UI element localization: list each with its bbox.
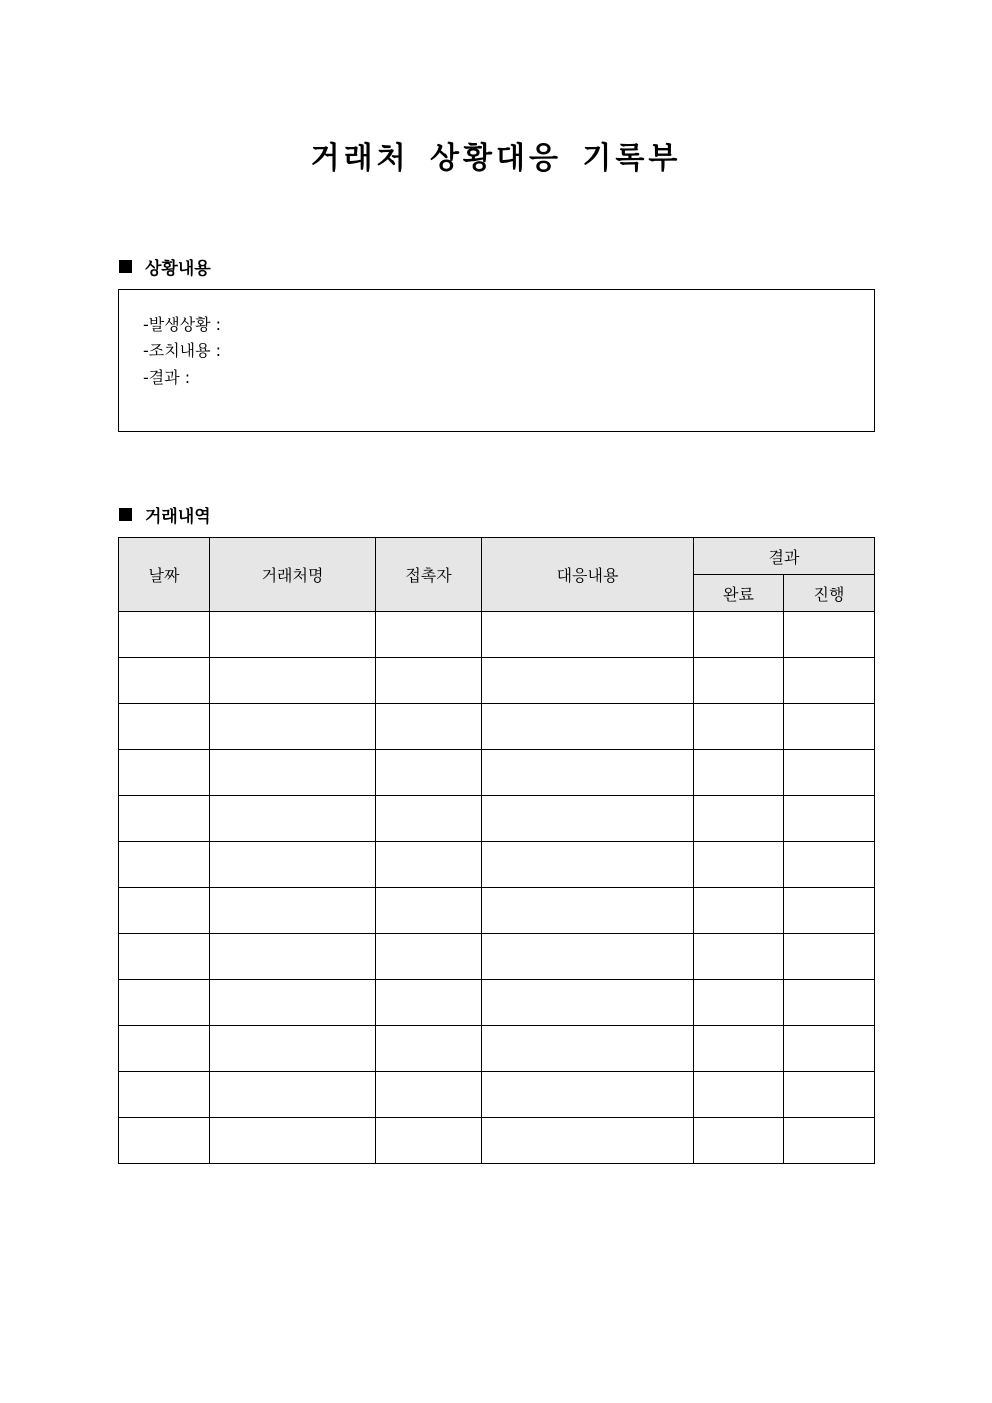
cell-response[interactable] xyxy=(482,750,694,796)
cell-contact[interactable] xyxy=(376,750,482,796)
cell-date[interactable] xyxy=(119,704,210,750)
cell-progress[interactable] xyxy=(784,1026,875,1072)
cell-response[interactable] xyxy=(482,888,694,934)
cell-progress[interactable] xyxy=(784,980,875,1026)
cell-client[interactable] xyxy=(210,796,376,842)
cell-progress[interactable] xyxy=(784,612,875,658)
table-row xyxy=(119,1118,875,1164)
cell-progress[interactable] xyxy=(784,1072,875,1118)
cell-contact[interactable] xyxy=(376,612,482,658)
cell-contact[interactable] xyxy=(376,1118,482,1164)
cell-done[interactable] xyxy=(694,796,784,842)
cell-done[interactable] xyxy=(694,612,784,658)
table-row xyxy=(119,1026,875,1072)
square-bullet-icon xyxy=(119,260,132,273)
table-row xyxy=(119,704,875,750)
cell-progress[interactable] xyxy=(784,704,875,750)
column-header-result: 결과 xyxy=(694,538,875,575)
cell-client[interactable] xyxy=(210,842,376,888)
cell-contact[interactable] xyxy=(376,1026,482,1072)
cell-progress[interactable] xyxy=(784,658,875,704)
cell-done[interactable] xyxy=(694,1026,784,1072)
table-row xyxy=(119,658,875,704)
table-row xyxy=(119,1072,875,1118)
situation-box xyxy=(118,289,875,432)
cell-client[interactable] xyxy=(210,658,376,704)
cell-contact[interactable] xyxy=(376,796,482,842)
cell-done[interactable] xyxy=(694,704,784,750)
cell-progress[interactable] xyxy=(784,934,875,980)
cell-progress[interactable] xyxy=(784,796,875,842)
cell-date[interactable] xyxy=(119,1072,210,1118)
cell-date[interactable] xyxy=(119,1026,210,1072)
cell-progress[interactable] xyxy=(784,888,875,934)
cell-response[interactable] xyxy=(482,612,694,658)
cell-client[interactable] xyxy=(210,1118,376,1164)
cell-date[interactable] xyxy=(119,934,210,980)
cell-contact[interactable] xyxy=(376,888,482,934)
square-bullet-icon xyxy=(119,508,132,521)
section-transactions-heading xyxy=(119,502,211,527)
cell-progress[interactable] xyxy=(784,842,875,888)
column-header-contact: 접촉자 xyxy=(376,538,482,612)
cell-response[interactable] xyxy=(482,980,694,1026)
cell-response[interactable] xyxy=(482,704,694,750)
table-row xyxy=(119,888,875,934)
table-row xyxy=(119,934,875,980)
cell-client[interactable] xyxy=(210,934,376,980)
table-row xyxy=(119,980,875,1026)
column-header-client: 거래처명 xyxy=(210,538,376,612)
transactions-table xyxy=(118,537,875,1164)
cell-progress[interactable] xyxy=(784,1118,875,1164)
cell-client[interactable] xyxy=(210,750,376,796)
cell-response[interactable] xyxy=(482,842,694,888)
cell-response[interactable] xyxy=(482,1118,694,1164)
column-header-response: 대응내용 xyxy=(482,538,694,612)
section-situation-label: 상황내용 xyxy=(145,259,211,279)
cell-response[interactable] xyxy=(482,1072,694,1118)
cell-date[interactable] xyxy=(119,1118,210,1164)
column-header-done: 완료 xyxy=(694,575,784,612)
cell-done[interactable] xyxy=(694,980,784,1026)
cell-contact[interactable] xyxy=(376,704,482,750)
cell-date[interactable] xyxy=(119,658,210,704)
cell-contact[interactable] xyxy=(376,934,482,980)
cell-date[interactable] xyxy=(119,888,210,934)
cell-client[interactable] xyxy=(210,980,376,1026)
cell-contact[interactable] xyxy=(376,658,482,704)
cell-response[interactable] xyxy=(482,796,694,842)
cell-done[interactable] xyxy=(694,934,784,980)
section-situation-heading xyxy=(119,254,211,279)
cell-date[interactable] xyxy=(119,842,210,888)
table-row xyxy=(119,612,875,658)
cell-done[interactable] xyxy=(694,888,784,934)
cell-client[interactable] xyxy=(210,704,376,750)
table-row xyxy=(119,842,875,888)
column-header-date: 날짜 xyxy=(119,538,210,612)
cell-done[interactable] xyxy=(694,1118,784,1164)
situation-line-occurrence: -발생상황 : xyxy=(143,315,222,334)
cell-client[interactable] xyxy=(210,612,376,658)
cell-done[interactable] xyxy=(694,750,784,796)
cell-client[interactable] xyxy=(210,1026,376,1072)
section-transactions-label: 거래내역 xyxy=(145,507,211,527)
cell-done[interactable] xyxy=(694,658,784,704)
cell-done[interactable] xyxy=(694,1072,784,1118)
page-title: 거래처 상황대응 기록부 xyxy=(310,141,682,176)
table-row xyxy=(119,796,875,842)
cell-date[interactable] xyxy=(119,750,210,796)
cell-contact[interactable] xyxy=(376,980,482,1026)
cell-done[interactable] xyxy=(694,842,784,888)
cell-date[interactable] xyxy=(119,612,210,658)
table-row xyxy=(119,750,875,796)
cell-contact[interactable] xyxy=(376,842,482,888)
cell-response[interactable] xyxy=(482,1026,694,1072)
cell-response[interactable] xyxy=(482,658,694,704)
cell-client[interactable] xyxy=(210,1072,376,1118)
column-header-progress: 진행 xyxy=(784,575,875,612)
cell-date[interactable] xyxy=(119,980,210,1026)
cell-progress[interactable] xyxy=(784,750,875,796)
cell-date[interactable] xyxy=(119,796,210,842)
cell-contact[interactable] xyxy=(376,1072,482,1118)
situation-line-action: -조치내용 : xyxy=(143,341,222,360)
situation-line-result: -결과 : xyxy=(143,368,191,387)
cell-client[interactable] xyxy=(210,888,376,934)
cell-response[interactable] xyxy=(482,934,694,980)
